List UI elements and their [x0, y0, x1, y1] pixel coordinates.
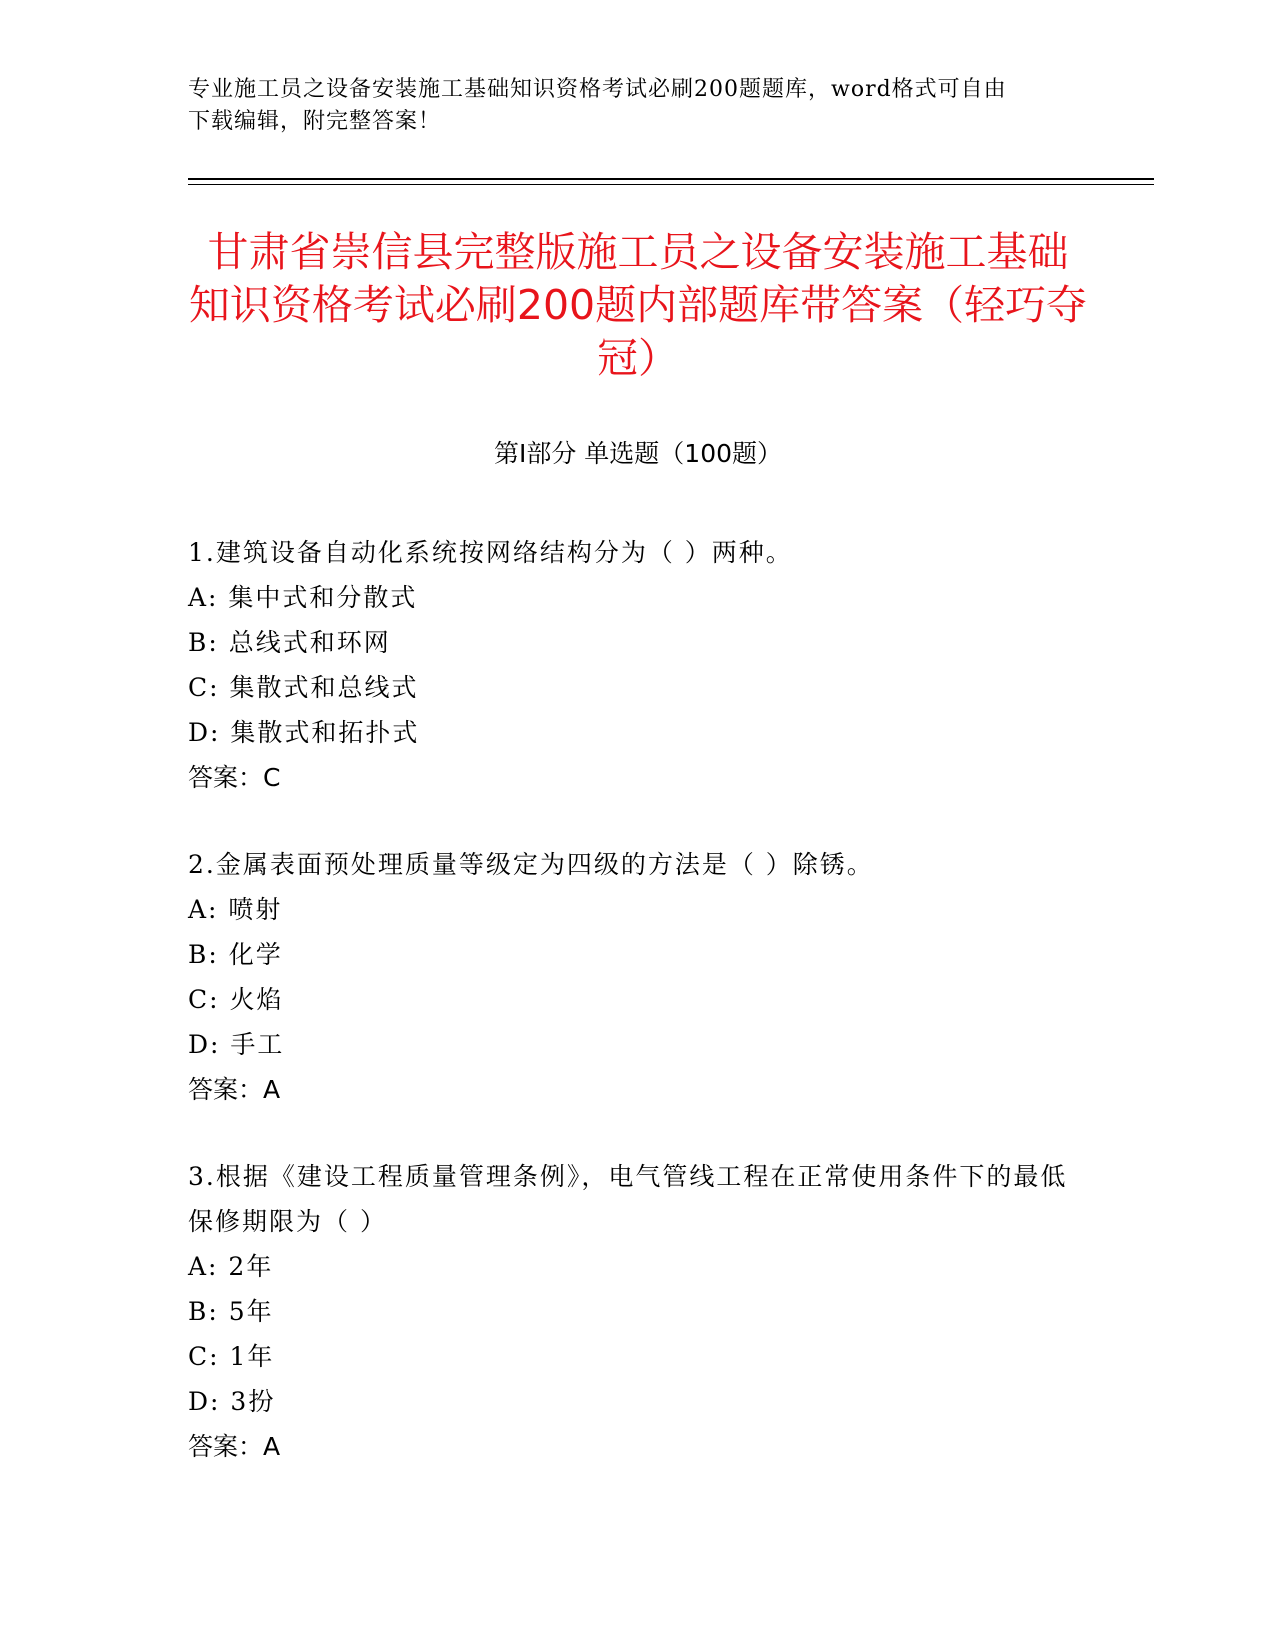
- answer: 答案：A: [188, 1075, 281, 1104]
- option-a: A: 集中式和分散式: [188, 583, 418, 612]
- document-title: 甘肃省崇信县完整版施工员之设备安装施工基础知识资格考试必刷200题内部题库带答案（轻巧夺冠）: [188, 228, 1088, 382]
- question-3: [188, 1154, 1088, 1469]
- question-2: [188, 842, 1088, 1112]
- section-heading: 第Ⅰ部分 单选题（100题）: [493, 439, 783, 468]
- option-c: C: 集散式和总线式: [188, 673, 419, 702]
- header-divider-thin: [188, 184, 1154, 185]
- question-list: [188, 530, 1088, 1511]
- header-note: 专业施工员之设备安装施工基础知识资格考试必刷200题题库，word格式可自由 下载编辑，附完整答案！: [188, 77, 1007, 134]
- question-stem: 1.建筑设备自动化系统按网络结构分为（ ）两种。: [188, 538, 793, 567]
- header-divider-thick: [188, 178, 1154, 180]
- answer: 答案：C: [188, 763, 281, 792]
- question-stem: 2.金属表面预处理质量等级定为四级的方法是（ ）除锈。: [188, 850, 874, 879]
- option-d: D: 集散式和拓扑式: [188, 718, 420, 747]
- answer: 答案：A: [188, 1432, 281, 1461]
- option-b: B: 化学: [188, 940, 283, 969]
- option-a: A: 喷射: [188, 895, 283, 924]
- question-1: [188, 530, 1088, 800]
- option-d: D: 手工: [188, 1030, 285, 1059]
- option-b: B: 总线式和环网: [188, 628, 391, 657]
- option-c: C: 火焰: [188, 985, 284, 1014]
- option-b: B: 5年: [188, 1297, 274, 1326]
- option-d: D: 3扮: [188, 1387, 276, 1416]
- question-stem: 3.根据《建设工程质量管理条例》，电气管线工程在正常使用条件下的最低保修期限为（ ）: [188, 1162, 1068, 1236]
- option-c: C: 1年: [188, 1342, 275, 1371]
- option-a: A: 2年: [188, 1252, 274, 1281]
